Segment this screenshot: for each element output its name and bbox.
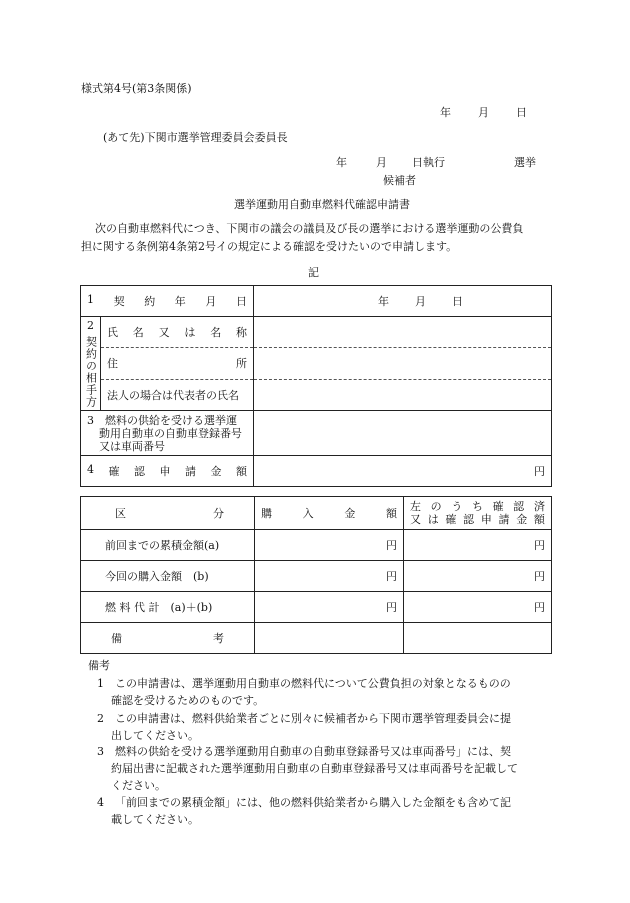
confirm-amount-label [81,456,254,487]
label-char: 確 [445,513,457,526]
confirm-amount-value[interactable] [254,456,552,487]
label-char: 請 [185,465,196,478]
label-char: 認 [134,465,145,478]
date-year: 年 [440,106,451,119]
label-char: 確 [492,500,504,513]
note-4 [97,794,547,828]
amount-header-row [81,497,552,530]
document-title: 選挙運動用自動車燃料代確認申請書 [234,198,410,211]
label-char: 日 [235,295,247,308]
label-char: 又 [410,513,421,526]
note-line: 出してください。 [111,729,199,742]
yen-unit: 円 [386,601,397,614]
row-number: 2 [87,319,94,332]
label-line: 動用自動車の自動車登録番号 [99,426,242,440]
value-day: 日 [452,295,463,308]
row-number: 4 [87,463,94,476]
purchase-header [255,497,404,530]
row-label: 今回の購入金額 (b) [81,561,255,592]
row-label: 燃 料 代 計 (a)＋(b) [81,592,255,623]
label-char: 月 [205,295,217,308]
yen-unit: 円 [534,570,545,583]
row-confirm-amount [81,456,552,487]
label-char: 約 [144,295,156,308]
label-char: 区 [115,507,126,520]
label-char: 認 [463,513,475,526]
remarks-label [81,623,255,654]
address-value[interactable] [254,348,552,379]
confirmed-header [404,497,552,530]
label-char: 契 [113,295,125,308]
row-counterparty-address [81,348,552,379]
note-line: 燃料の供給を受ける選挙運動用自動車の自動車登録番号又は車両番号」には、契 [115,745,511,758]
label-char: 額 [236,465,247,478]
label-char: 分 [213,507,224,520]
row-label: 前回までの累積金額(a) [81,530,255,561]
label-char: 又 [158,326,170,340]
label-char: 備 [111,632,122,645]
candidate-label: 候補者 [383,174,416,187]
label-char: 確 [108,465,120,478]
vehicle-number-label [81,411,254,456]
label-char: 金 [516,513,528,526]
row-number: 1 [87,293,94,306]
category-header [81,497,255,530]
ki-label: 記 [308,266,319,279]
yen-unit: 円 [386,570,397,583]
label-line: 3 燃料の供給を受ける選挙運 [87,413,237,427]
value-month: 月 [415,295,426,308]
note-2 [97,710,547,744]
addressee: (あて先)下関市選挙管理委員会委員長 [103,131,288,144]
table-row [81,561,552,592]
purchase-amount-cell[interactable] [255,530,404,561]
label-char: 入 [302,507,314,520]
label-char: 購 [261,507,272,520]
label-char: 名 [210,326,222,340]
date-day: 日 [516,106,527,119]
rep-value[interactable] [254,379,552,410]
election-label: 選挙 [514,156,536,169]
body-text-line2: 担に関する条例第4条第2号イの規定による確認を受けたいので申請します。 [81,240,458,253]
name-label [101,317,254,348]
rep-label: 法人の場合は代表者の氏名 [101,379,254,410]
note-number: 1 [97,677,104,690]
note-3 [97,743,547,794]
note-line: 「前回までの累積金額」には、他の燃料供給業者から購入した金額をも含めて記 [115,796,511,809]
table-row [81,592,552,623]
label-char: 認 [513,500,525,513]
label-char: は [427,513,439,526]
contract-date-label [81,286,254,317]
date-month: 月 [478,106,489,119]
label-char: 住 [107,357,118,371]
name-value[interactable] [254,317,552,348]
yen-unit: 円 [534,539,545,552]
label-char: の [430,500,442,513]
remarks-value-2[interactable] [404,623,552,654]
label-char: 考 [213,632,224,645]
form-number: 様式第4号(第3条関係) [81,82,192,95]
note-line: 確認を受けるためのものです。 [111,694,265,707]
purchase-amount-cell[interactable] [255,561,404,592]
label-char: 金 [210,465,222,478]
body-text-line1: 次の自動車燃料代につき、下関市の議会の議員及び長の選挙における選挙運動の公費負 [95,222,524,235]
yen-unit: 円 [534,465,545,478]
vehicle-number-value[interactable] [254,411,552,456]
contract-date-value[interactable] [254,286,552,317]
label-char: は [184,326,196,340]
remarks-value[interactable] [255,623,404,654]
note-line: 約届出書に記載された選挙運動用自動車の自動車登録番号又は車両番号を記載して [111,762,518,775]
label-char: 申 [480,513,492,526]
counterparty-header [81,317,101,411]
note-line: この申請書は、選挙運動用自動車の燃料代について公費負担の対象となるものの [115,677,511,690]
purchase-amount-cell[interactable] [255,592,404,623]
table-row [81,530,552,561]
yen-unit: 円 [386,539,397,552]
confirmed-amount-cell[interactable] [404,561,552,592]
counterparty-vertical-label: 契約の相手方 [84,336,98,408]
note-number: 4 [97,796,104,809]
election-year: 年 [336,156,347,169]
label-char: 額 [533,513,545,526]
label-char: 所 [236,357,247,371]
label-char: う [451,500,463,513]
date-line [440,104,527,120]
note-1 [97,675,547,709]
label-char: 称 [235,326,247,340]
label-char: 請 [498,513,510,526]
row-counterparty-rep [81,379,552,410]
notes-title: 備考 [88,659,110,672]
yen-unit: 円 [534,601,545,614]
remarks-row [81,623,552,654]
value-year: 年 [378,295,389,308]
note-line: 載してください。 [111,813,199,826]
election-day: 日執行 [412,156,445,169]
label-char: 年 [174,295,186,308]
confirmed-amount-cell[interactable] [404,592,552,623]
label-char: 左 [410,500,421,513]
address-label [101,348,254,379]
row-counterparty-name [81,317,552,348]
label-line: 又は車両番号 [99,439,165,453]
label-char: 済 [533,500,545,513]
label-char: 額 [385,507,397,520]
election-line [336,154,536,170]
label-char: 申 [159,465,171,478]
note-line: ください。 [111,779,166,792]
label-char: ち [471,500,483,513]
note-number: 3 [97,745,104,758]
row-contract-date [81,286,552,317]
confirmed-amount-cell[interactable] [404,530,552,561]
amount-table [80,496,552,654]
contract-table [80,285,552,487]
label-char: 金 [344,507,356,520]
row-vehicle-number [81,411,552,456]
label-char: 名 [132,326,144,340]
note-line: この申請書は、燃料供給業者ごとに別々に候補者から下関市選挙管理委員会に提 [115,712,511,725]
label-char: 氏 [107,326,118,340]
election-month: 月 [376,156,387,169]
note-number: 2 [97,712,104,725]
